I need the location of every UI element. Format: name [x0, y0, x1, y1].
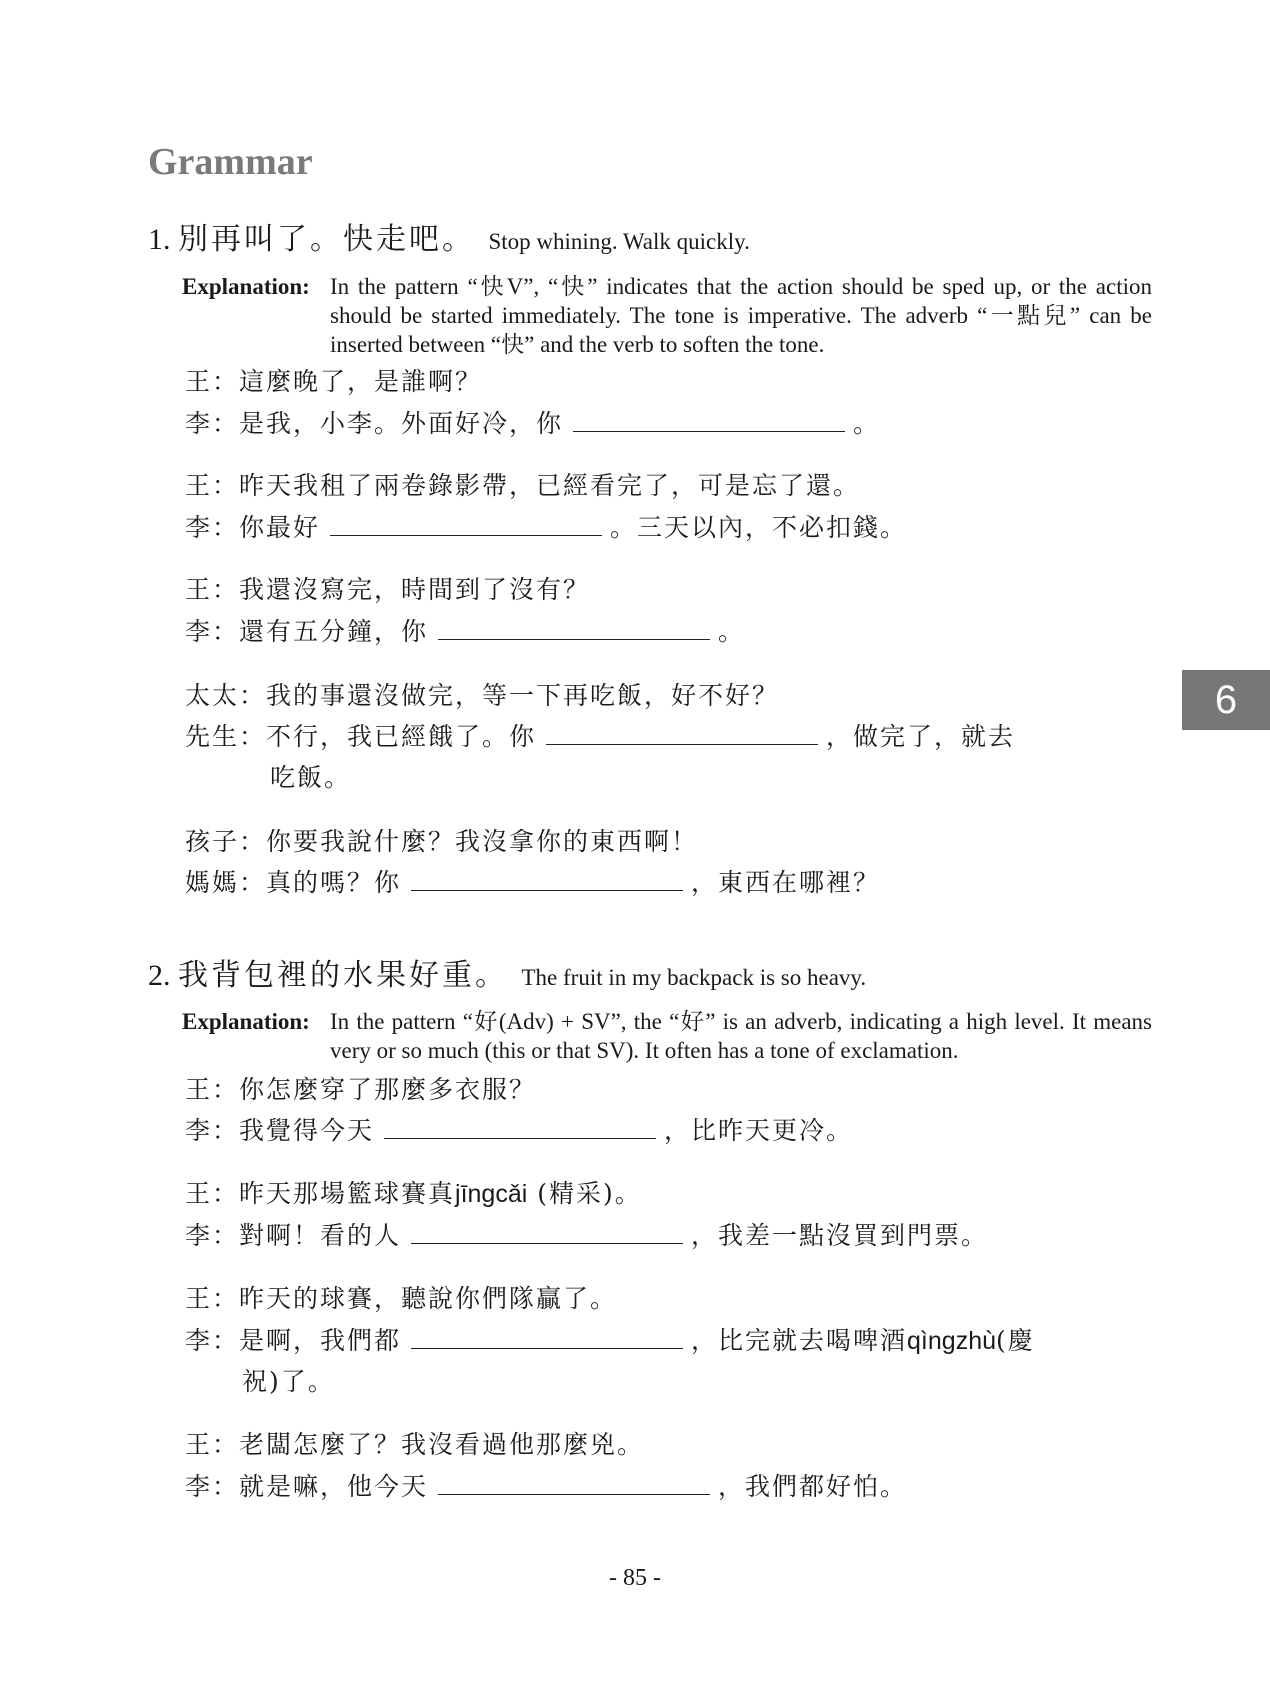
- dialogue-text: (慶: [996, 1326, 1035, 1355]
- dialogue-text: 太太：我的事還沒做完，等一下再吃飯，好不好？: [185, 681, 780, 710]
- dialogue-text: 王：昨天我租了兩卷錄影帶，已經看完了，可是忘了還。: [185, 471, 861, 500]
- explanation-1: [182, 272, 1152, 359]
- section-chinese: 別再叫了。快走吧。: [178, 222, 475, 257]
- dialogue-line: [185, 721, 1015, 753]
- dialogue-line: [185, 1074, 536, 1106]
- dialogue-line: [185, 1178, 642, 1210]
- dialogue-text: ，比昨天更冷。: [664, 1116, 854, 1145]
- dialogue-line: [185, 1471, 907, 1503]
- dialogue-text: ，我們都好怕。: [718, 1472, 908, 1501]
- answer-blank[interactable]: [330, 515, 602, 536]
- dialogue-text: ，東西在哪裡？: [691, 868, 881, 897]
- dialogue-text: 先生：不行，我已經餓了。你: [185, 722, 537, 751]
- dialogue-line: [185, 1429, 644, 1461]
- dialogue-text: 李：就是嘛，他今天: [185, 1472, 429, 1501]
- dialogue-text: 李：還有五分鐘，你: [185, 617, 429, 646]
- dialogue-text: 王：這麼晚了，是誰啊？: [185, 367, 483, 396]
- dialogue-line: [185, 574, 590, 606]
- answer-blank[interactable]: [546, 724, 818, 745]
- dialogue-text: 王：老闆怎麼了？我沒看過他那麼兇。: [185, 1430, 645, 1459]
- dialogue-text: 吃飯。: [270, 763, 352, 792]
- dialogue-text: 李：你最好: [185, 513, 321, 542]
- dialogue-line: [185, 408, 880, 440]
- chapter-tab: 6: [1182, 670, 1270, 730]
- dialogue-text: 李：是我，小李。外面好冷，你: [185, 409, 564, 438]
- dialogue-line: [242, 1366, 335, 1398]
- answer-blank[interactable]: [573, 411, 845, 432]
- dialogue-line: [185, 1220, 988, 1252]
- dialogue-text: 王：你怎麼穿了那麼多衣服？: [185, 1075, 537, 1104]
- dialogue-text: 李：是啊，我們都: [185, 1326, 402, 1355]
- dialogue-line: [185, 470, 860, 502]
- answer-blank[interactable]: [384, 1118, 656, 1139]
- section-title-1: [148, 222, 750, 258]
- dialogue-text: 王：昨天的球賽，聽說你們隊贏了。: [185, 1284, 618, 1313]
- dialogue-line: [185, 1325, 1035, 1357]
- dialogue-text: 孩子：你要我說什麼？我沒拿你的東西啊！: [185, 827, 699, 856]
- dialogue-text: ，做完了，就去: [826, 722, 1016, 751]
- section-number: 2.: [148, 959, 171, 992]
- dialogue-line: [185, 366, 482, 398]
- dialogue-line: [185, 512, 907, 544]
- section-chinese: 我背包裡的水果好重。: [178, 958, 508, 993]
- dialogue-text: 。: [718, 617, 746, 646]
- answer-blank[interactable]: [411, 870, 683, 891]
- section-number: 1.: [148, 223, 171, 256]
- dialogue-line: [185, 680, 779, 712]
- dialogue-text: ，比完就去喝啤酒: [691, 1326, 908, 1355]
- pinyin-text: jīngcǎi: [455, 1180, 528, 1208]
- answer-blank[interactable]: [438, 619, 710, 640]
- explanation-text: In the pattern “快V”, “快” indicates that the action should be sped up, or the action should be started immediately. The tone is imperative. The adverb “一點兒” can be inserted between “快” and the verb to soften the tone.: [330, 274, 1152, 357]
- dialogue-line: [185, 867, 880, 899]
- dialogue-text: 媽媽：真的嗎？你: [185, 868, 402, 897]
- dialogue-line: [185, 826, 698, 858]
- dialogue-text: 李：對啊！看的人: [185, 1221, 402, 1250]
- dialogue-line: [185, 1283, 617, 1315]
- explanation-label: Explanation:: [182, 274, 310, 299]
- dialogue-text: 王：我還沒寫完，時間到了沒有？: [185, 575, 591, 604]
- dialogue-text: ，我差一點沒買到門票。: [691, 1221, 989, 1250]
- dialogue-text: 王：昨天那場籃球賽真: [185, 1179, 456, 1208]
- dialogue-line: [185, 1115, 853, 1147]
- dialogue-text: 祝)了。: [242, 1367, 335, 1396]
- pinyin-text: qìngzhù: [907, 1327, 996, 1355]
- answer-blank[interactable]: [411, 1223, 683, 1244]
- dialogue-text: 李：我覺得今天: [185, 1116, 375, 1145]
- section-english: Stop whining. Walk quickly.: [488, 229, 750, 254]
- dialogue-text: 。三天以內，不必扣錢。: [610, 513, 908, 542]
- dialogue-line: [270, 762, 351, 794]
- answer-blank[interactable]: [438, 1474, 710, 1495]
- dialogue-text: 。: [853, 409, 881, 438]
- dialogue-line: [185, 616, 745, 648]
- section-english: The fruit in my backpack is so heavy.: [521, 965, 867, 990]
- explanation-label: Explanation:: [182, 1009, 310, 1034]
- page-title: Grammar: [148, 141, 313, 183]
- dialogue-text: (精采)。: [537, 1179, 642, 1208]
- section-title-2: [148, 958, 866, 994]
- explanation-text: In the pattern “好(Adv) + SV”, the “好” is an adverb, indicating a high level. It means very or so much (this or that SV). It often has a tone of exclamation.: [330, 1009, 1152, 1063]
- explanation-2: [182, 1007, 1152, 1065]
- answer-blank[interactable]: [411, 1328, 683, 1349]
- page-number: - 85 -: [609, 1565, 661, 1591]
